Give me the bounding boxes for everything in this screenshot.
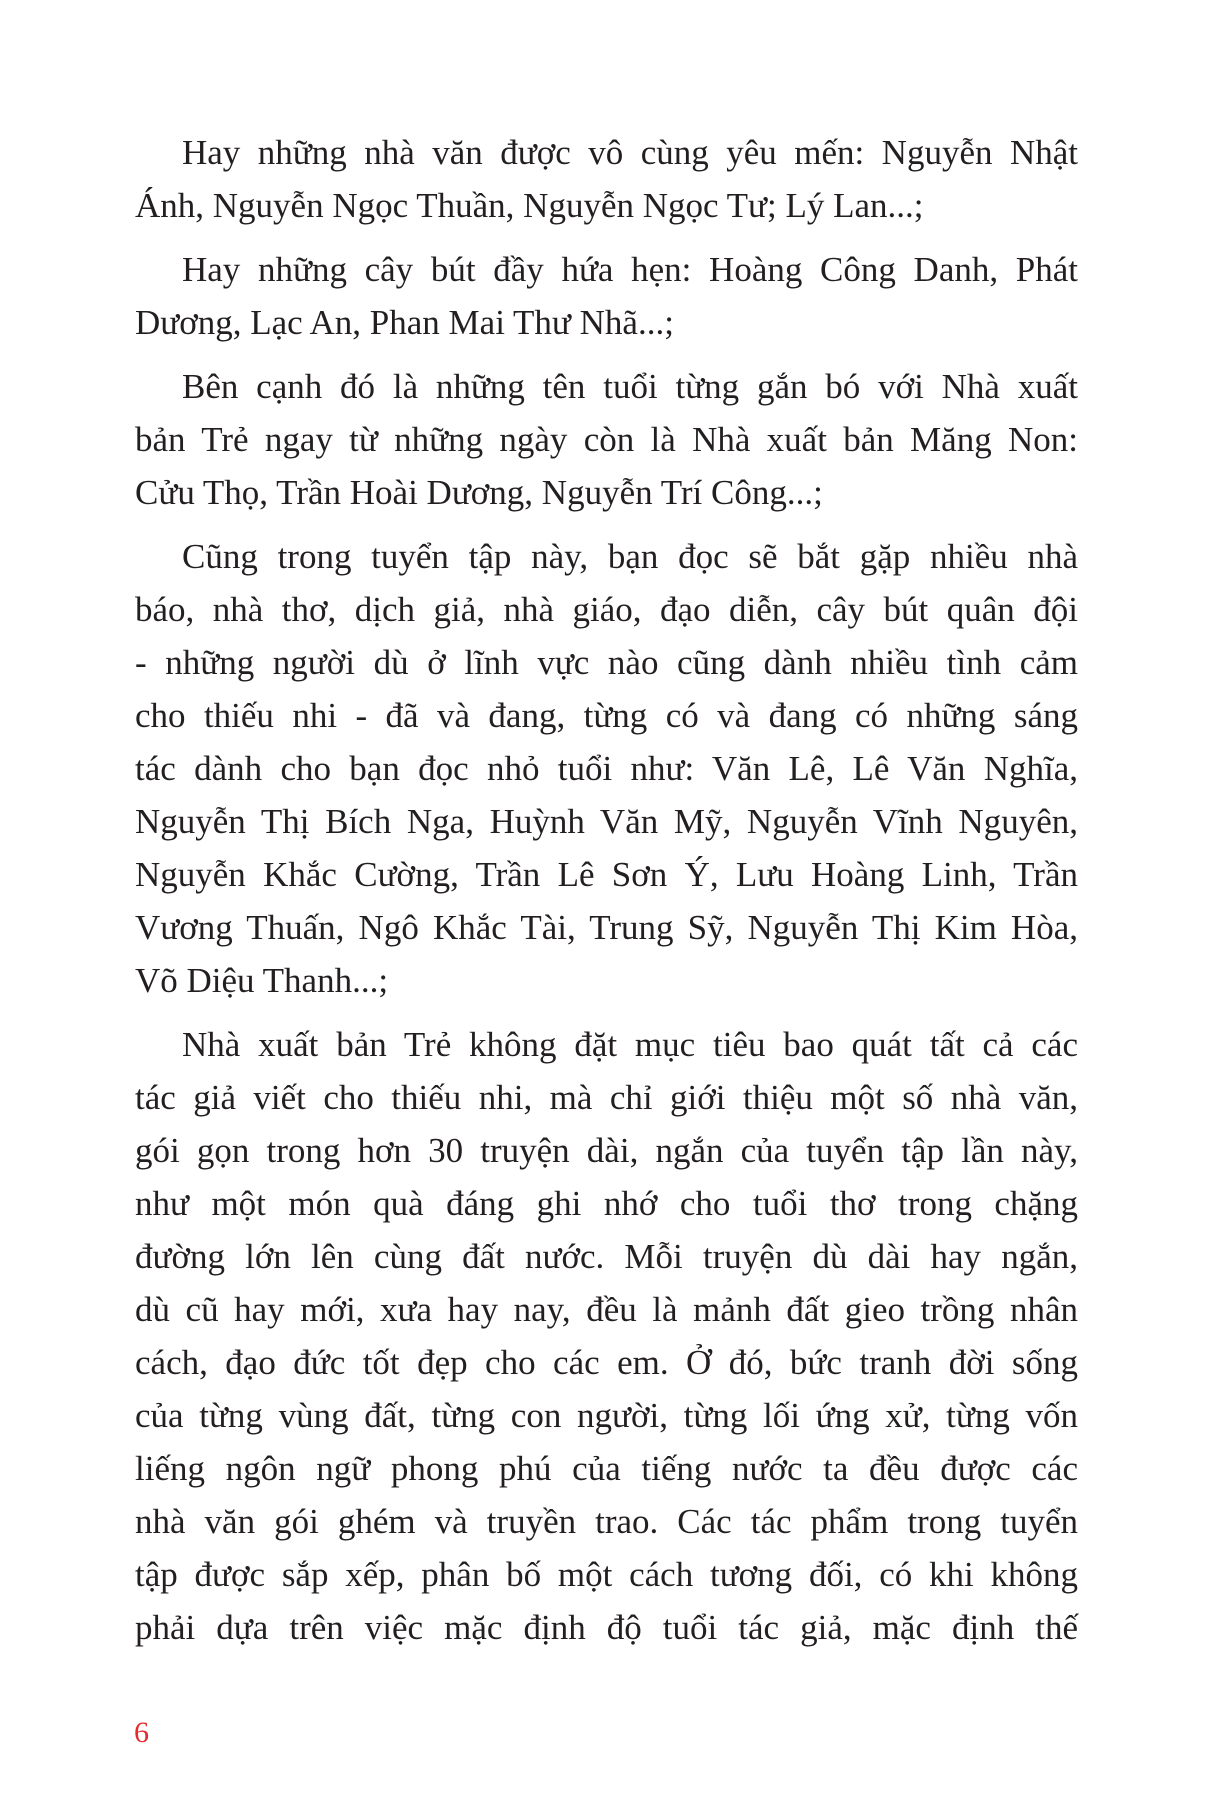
text-line: tác dành cho bạn đọc nhỏ tuổi như: Văn Lê, Lê Văn Nghĩa, (135, 749, 1078, 788)
text-line: tập được sắp xếp, phân bố một cách tương đối, có khi không (135, 1555, 1078, 1594)
paragraph-2 (135, 243, 1078, 349)
text-line: Vương Thuấn, Ngô Khắc Tài, Trung Sỹ, Nguyễn Thị Kim Hòa, (135, 908, 1078, 947)
text-line: Hay những cây bút đầy hứa hẹn: Hoàng Công Danh, Phát (182, 250, 1078, 289)
body-text (135, 126, 1078, 1665)
paragraph-5 (135, 1018, 1078, 1654)
paragraph-3 (135, 360, 1078, 519)
text-line: của từng vùng đất, từng con người, từng lối ứng xử, từng vốn (135, 1396, 1078, 1435)
text-line: cho thiếu nhi - đã và đang, từng có và đang có những sáng (135, 696, 1078, 735)
text-line: Dương, Lạc An, Phan Mai Thư Nhã...; (135, 303, 674, 342)
text-line: như một món quà đáng ghi nhớ cho tuổi thơ trong chặng (135, 1184, 1078, 1223)
text-line: phải dựa trên việc mặc định độ tuổi tác giả, mặc định thế (135, 1608, 1078, 1647)
text-line: gói gọn trong hơn 30 truyện dài, ngắn của tuyển tập lần này, (135, 1131, 1078, 1170)
text-line: Nhà xuất bản Trẻ không đặt mục tiêu bao quát tất cả các (182, 1025, 1078, 1064)
text-line: dù cũ hay mới, xưa hay nay, đều là mảnh đất gieo trồng nhân (135, 1290, 1078, 1329)
text-line: Ánh, Nguyễn Ngọc Thuần, Nguyễn Ngọc Tư; Lý Lan...; (135, 186, 924, 225)
text-line: Hay những nhà văn được vô cùng yêu mến: Nguyễn Nhật (182, 133, 1078, 172)
text-line: Cửu Thọ, Trần Hoài Dương, Nguyễn Trí Công...; (135, 473, 823, 512)
paragraph-4 (135, 530, 1078, 1007)
text-line: cách, đạo đức tốt đẹp cho các em. Ở đó, bức tranh đời sống (135, 1343, 1078, 1382)
text-line: Nguyễn Khắc Cường, Trần Lê Sơn Ý, Lưu Hoàng Linh, Trần (135, 855, 1078, 894)
text-line: báo, nhà thơ, dịch giả, nhà giáo, đạo diễn, cây bút quân đội (135, 590, 1078, 629)
text-line: nhà văn gói ghém và truyền trao. Các tác phẩm trong tuyển (135, 1502, 1078, 1541)
text-line: Cũng trong tuyển tập này, bạn đọc sẽ bắt gặp nhiều nhà (182, 537, 1078, 576)
text-line: Nguyễn Thị Bích Nga, Huỳnh Văn Mỹ, Nguyễn Vĩnh Nguyên, (135, 802, 1078, 841)
text-line: - những người dù ở lĩnh vực nào cũng dành nhiều tình cảm (135, 643, 1078, 682)
text-line: Võ Diệu Thanh...; (135, 961, 389, 1000)
text-line: Bên cạnh đó là những tên tuổi từng gắn bó với Nhà xuất (182, 367, 1078, 406)
paragraph-1 (135, 126, 1078, 232)
text-line: tác giả viết cho thiếu nhi, mà chỉ giới thiệu một số nhà văn, (135, 1078, 1078, 1117)
text-line: đường lớn lên cùng đất nước. Mỗi truyện dù dài hay ngắn, (135, 1237, 1078, 1276)
page-number: 6 (134, 1716, 149, 1749)
text-line: bản Trẻ ngay từ những ngày còn là Nhà xuất bản Măng Non: (135, 420, 1078, 459)
text-line: liếng ngôn ngữ phong phú của tiếng nước ta đều được các (135, 1449, 1078, 1488)
